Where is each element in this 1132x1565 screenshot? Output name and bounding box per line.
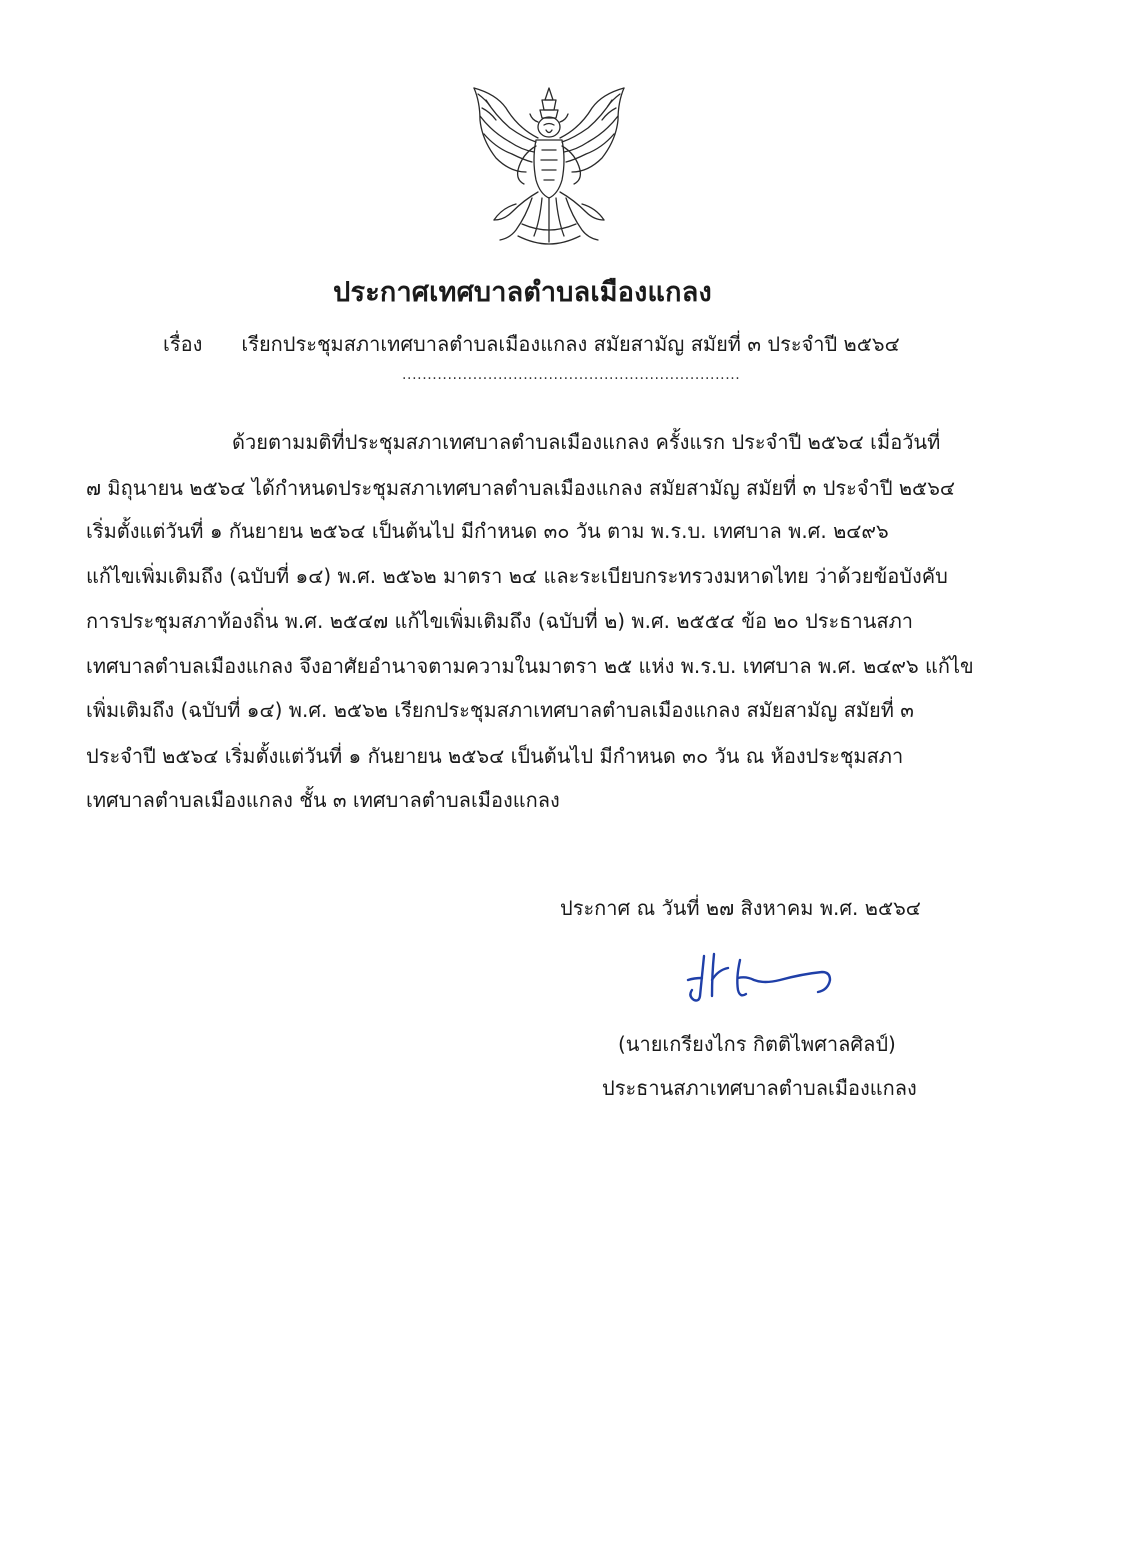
handwritten-signature-icon [684, 950, 844, 1010]
body-line-1: ด้วยตามมติที่ประชุมสภาเทศบาลตำบลเมืองแกลง ครั้งแรก ประจำปี ๒๕๖๔ เมื่อวันที่ [232, 430, 941, 454]
body-line-8: ประจำปี ๒๕๖๔ เริ่มตั้งแต่วันที่ ๑ กันยายน ๒๕๖๔ เป็นต้นไป มีกำหนด ๓๐ วัน ณ ห้องประชุมสภา [86, 744, 904, 768]
body-line-4: แก้ไขเพิ่มเติมถึง (ฉบับที่ ๑๔) พ.ศ. ๒๕๖๒ มาตรา ๒๔ และระเบียบกระทรวงมหาดไทย ว่าด้วยข้อบังคับ [86, 564, 948, 588]
announce-date: ประกาศ ณ วันที่ ๒๗ สิงหาคม พ.ศ. ๒๕๖๔ [560, 896, 921, 920]
body-line-5: การประชุมสภาท้องถิ่น พ.ศ. ๒๕๔๗ แก้ไขเพิ่มเติมถึง (ฉบับที่ ๒) พ.ศ. ๒๕๕๔ ข้อ ๒๐ ประธานสภา [86, 609, 914, 633]
body-line-3: เริ่มตั้งแต่วันที่ ๑ กันยายน ๒๕๖๔ เป็นต้นไป มีกำหนด ๓๐ วัน ตาม พ.ร.บ. เทศบาล พ.ศ. ๒๔๙๖ [86, 519, 889, 543]
body-line-9: เทศบาลตำบลเมืองแกลง ชั้น ๓ เทศบาลตำบลเมืองแกลง [86, 788, 560, 812]
subject-text: เรียกประชุมสภาเทศบาลตำบลเมืองแกลง สมัยสามัญ สมัยที่ ๓ ประจำปี ๒๕๖๔ [241, 332, 900, 356]
signer-name: (นายเกรียงไกร กิตติไพศาลศิลป์) [618, 1032, 896, 1056]
subject-line [163, 328, 993, 360]
body-line-2: ๗ มิถุนายน ๒๕๖๔ ได้กำหนดประชุมสภาเทศบาลตำบลเมืองแกลง สมัยสามัญ สมัยที่ ๓ ประจำปี ๒๕๖๔ [86, 476, 956, 500]
announcement-title: ประกาศเทศบาลตำบลเมืองแกลง [333, 277, 712, 308]
body-line-7: เพิ่มเติมถึง (ฉบับที่ ๑๔) พ.ศ. ๒๕๖๒ เรียกประชุมสภาเทศบาลตำบลเมืองแกลง สมัยสามัญ สมัยที่ ๓ [86, 698, 914, 722]
body-line-6: เทศบาลตำบลเมืองแกลง จึงอาศัยอำนาจตามความในมาตรา ๒๕ แห่ง พ.ร.บ. เทศบาล พ.ศ. ๒๔๙๖ แก้ไข [86, 654, 974, 678]
subject-label: เรื่อง [163, 332, 203, 356]
garuda-emblem-icon [466, 80, 632, 248]
separator-line: ................................................................... [402, 367, 741, 383]
signer-position: ประธานสภาเทศบาลตำบลเมืองแกลง [602, 1076, 917, 1100]
